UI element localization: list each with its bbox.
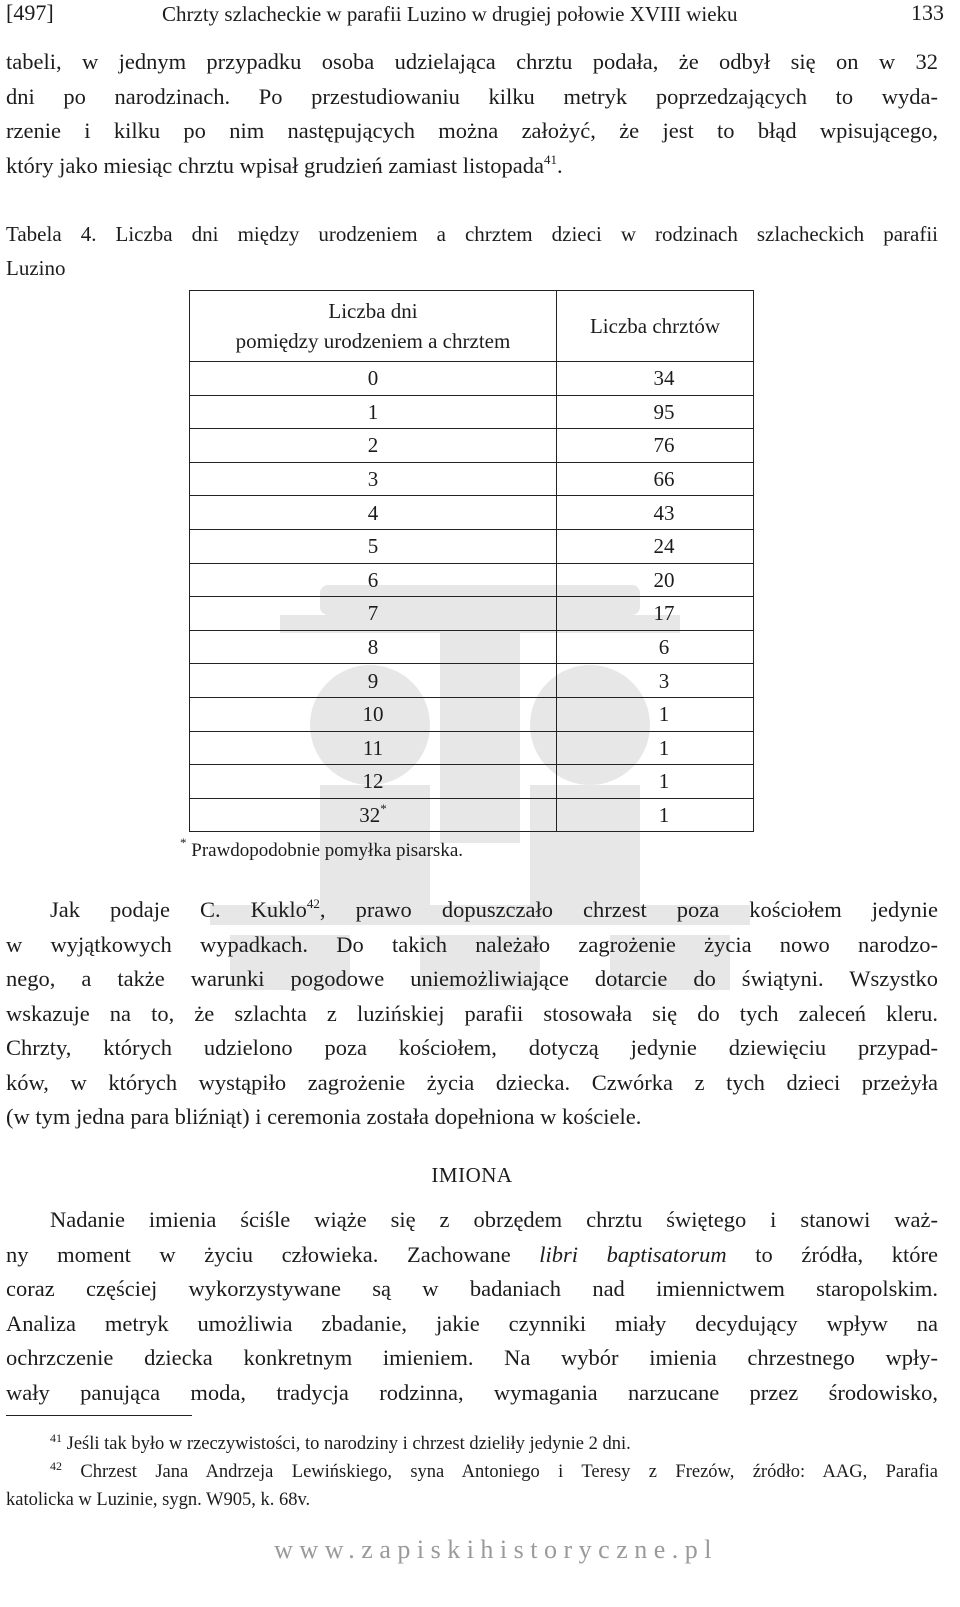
paragraph-kuklo <box>6 893 938 1135</box>
text-line: ków, w których wystąpiło zagrożenie życia dziecka. Czwórka z tych dzieci przeżyła <box>6 1069 938 1095</box>
text-line: ochrzczenie dziecka konkretnym imieniem. Na wybór imienia chrzestnego wpły- <box>6 1345 938 1370</box>
header-days <box>190 291 557 362</box>
cell-days <box>190 496 557 530</box>
text-line <box>6 149 938 184</box>
table-row <box>190 697 754 731</box>
footnote-text: Jeśli tak było w rzeczywistości, to narodziny i chrzest dzieliły jedynie 2 dni. <box>62 1434 631 1454</box>
cell-count: 6 <box>557 630 754 664</box>
days-value: 1 <box>367 399 379 424</box>
cell-count: 24 <box>557 529 754 563</box>
text-line: wały panująca moda, tradycja rodzinna, wymagania narzucane przez środowisko, <box>6 1379 938 1405</box>
note-text: Prawdopodobnie pomyłka pisarska. <box>186 840 464 861</box>
days-value: 32 <box>359 803 381 828</box>
cell-count: 1 <box>557 798 754 832</box>
table-row <box>190 630 754 664</box>
cell-count: 43 <box>557 496 754 530</box>
text-line: coraz częściej wykorzystywane są w badaniach nad imiennictwem staropolskim. <box>6 1276 938 1301</box>
cell-count: 34 <box>557 362 754 396</box>
cell-days <box>190 630 557 664</box>
table-row <box>190 429 754 463</box>
cell-days <box>190 765 557 799</box>
note-marker: * <box>180 835 187 850</box>
cell-days <box>190 429 557 463</box>
days-value: 5 <box>367 534 379 559</box>
baptism-days-table <box>189 290 754 832</box>
text-fragment: . <box>556 152 563 178</box>
table-row <box>190 664 754 698</box>
caption-line: Tabela 4. Liczba dni między urodzeniem a chrztem dzieci w rodzinach szlacheckich parafii <box>6 222 938 246</box>
days-value: 8 <box>367 635 379 660</box>
footnote-ref-42[interactable]: 42 <box>306 896 320 911</box>
section-heading: IMIONA <box>431 1163 513 1187</box>
text-line <box>6 893 938 928</box>
text-line: wskazuje na to, że szlachta z luzińskiej parafii stosowała się do tych zaleceń kleru. <box>6 1000 938 1026</box>
text-line: dni po narodzinach. Po przestudiowaniu kilku metryk poprzedzających to wyda- <box>6 83 938 109</box>
days-value: 3 <box>367 467 379 492</box>
text-fragment: ny moment w życiu człowieka. Zachowane <box>6 1241 540 1267</box>
text-fragment: , prawo dopuszczało chrzest poza kościołem jedynie <box>319 897 938 922</box>
footnote-text: Chrzest Jana Andrzeja Lewińskiego, syna Antoniego i Teresy z Frezów, źródło: AAG, Parafia <box>62 1462 938 1482</box>
text-line: tabeli, w jednym przypadku osoba udzielająca chrztu podała, że odbył się on w 32 <box>6 49 938 74</box>
footnote-42 <box>6 1458 938 1514</box>
cell-count: 1 <box>557 731 754 765</box>
table-row <box>190 496 754 530</box>
website-url[interactable] <box>0 1535 944 1565</box>
text-line: w wyjątkowych wypadkach. Do takich należało zagrożenie życia nowo narodzo- <box>6 931 938 957</box>
italic-term: libri baptisatorum <box>539 1241 727 1267</box>
days-value: 11 <box>362 735 384 760</box>
table-row <box>190 362 754 396</box>
header-text: Liczba dni <box>328 299 418 323</box>
table-body <box>190 362 754 832</box>
cell-days <box>190 395 557 429</box>
footnote-separator <box>6 1415 192 1416</box>
table-row <box>190 395 754 429</box>
cell-count: 1 <box>557 697 754 731</box>
cell-count: 20 <box>557 563 754 597</box>
text-line: Analiza metryk umożliwia zbadanie, jakie czynniki miały decydujący wpływ na <box>6 1310 938 1336</box>
table-note <box>180 835 464 862</box>
days-value: 6 <box>367 567 379 592</box>
cell-days <box>190 563 557 597</box>
table-row <box>190 798 754 832</box>
text-line: Nadanie imienia ściśle wiąże się z obrzędem chrztu świętego i stanowi waż- <box>50 1207 938 1232</box>
cell-days <box>190 664 557 698</box>
paragraph-names <box>6 1203 938 1410</box>
running-title: Chrzty szlacheckie w parafii Luzino w drugiej połowie XVIII wieku <box>162 2 738 26</box>
cell-days <box>190 798 557 832</box>
table-caption <box>6 217 938 285</box>
table-header-row <box>190 291 754 362</box>
footnote-line <box>6 1430 938 1458</box>
text-line: rzenie i kilku po nim następujących można założyć, że jest to błąd wpisującego, <box>6 118 938 143</box>
table-row <box>190 462 754 496</box>
cell-count: 1 <box>557 765 754 799</box>
cell-days <box>190 731 557 765</box>
text-fragment: Jak podaje C. Kuklo <box>50 897 307 922</box>
cell-count: 66 <box>557 462 754 496</box>
days-value: 4 <box>367 500 379 525</box>
paragraph-intro <box>6 45 938 183</box>
table-row <box>190 731 754 765</box>
note-marker: * <box>380 801 387 817</box>
header-text: pomiędzy urodzeniem a chrztem <box>235 329 511 353</box>
cell-count: 95 <box>557 395 754 429</box>
text-line <box>6 1238 938 1273</box>
footnote-line: katolicka w Luzinie, sygn. W905, k. 68v. <box>6 1490 311 1510</box>
cell-count: 3 <box>557 664 754 698</box>
website-text[interactable]: www.zapiskihistoryczne.pl <box>274 1535 718 1564</box>
table-row <box>190 765 754 799</box>
page-number: 133 <box>911 0 944 25</box>
cell-days <box>190 697 557 731</box>
days-value: 10 <box>362 702 384 727</box>
table-row <box>190 529 754 563</box>
cell-days <box>190 529 557 563</box>
cell-days <box>190 462 557 496</box>
days-value: 9 <box>367 668 379 693</box>
cell-days <box>190 362 557 396</box>
table-row <box>190 563 754 597</box>
days-value: 0 <box>367 366 379 391</box>
cell-days <box>190 597 557 631</box>
footnote-ref-41[interactable]: 41 <box>543 151 557 167</box>
text-line: nego, a także warunki pogodowe uniemożliwiające dotarcie do świątyni. Wszystko <box>6 966 938 991</box>
days-value: 2 <box>367 433 379 458</box>
text-fragment: to źródła, które <box>726 1241 939 1267</box>
footnote-number: 42 <box>50 1459 62 1473</box>
footnote-41 <box>6 1430 938 1458</box>
days-value: 12 <box>362 769 384 794</box>
journal-page-number: [497] <box>6 0 54 25</box>
text-line: Chrzty, których udzielono poza kościołem, dotyczą jedynie dziewięciu przypad- <box>6 1035 938 1060</box>
text-line: (w tym jedna para bliźniąt) i ceremonia została dopełniona w kościele. <box>6 1104 642 1129</box>
header-count: Liczba chrztów <box>557 291 754 362</box>
table-row <box>190 597 754 631</box>
footnote-line <box>6 1458 938 1486</box>
running-header <box>6 0 944 30</box>
caption-line: Luzino <box>6 256 66 280</box>
days-value: 7 <box>367 601 379 626</box>
footnote-number: 41 <box>50 1431 62 1445</box>
text-fragment: który jako miesiąc chrztu wpisał grudzień zamiast listopada <box>6 152 544 178</box>
cell-count: 76 <box>557 429 754 463</box>
cell-count: 17 <box>557 597 754 631</box>
